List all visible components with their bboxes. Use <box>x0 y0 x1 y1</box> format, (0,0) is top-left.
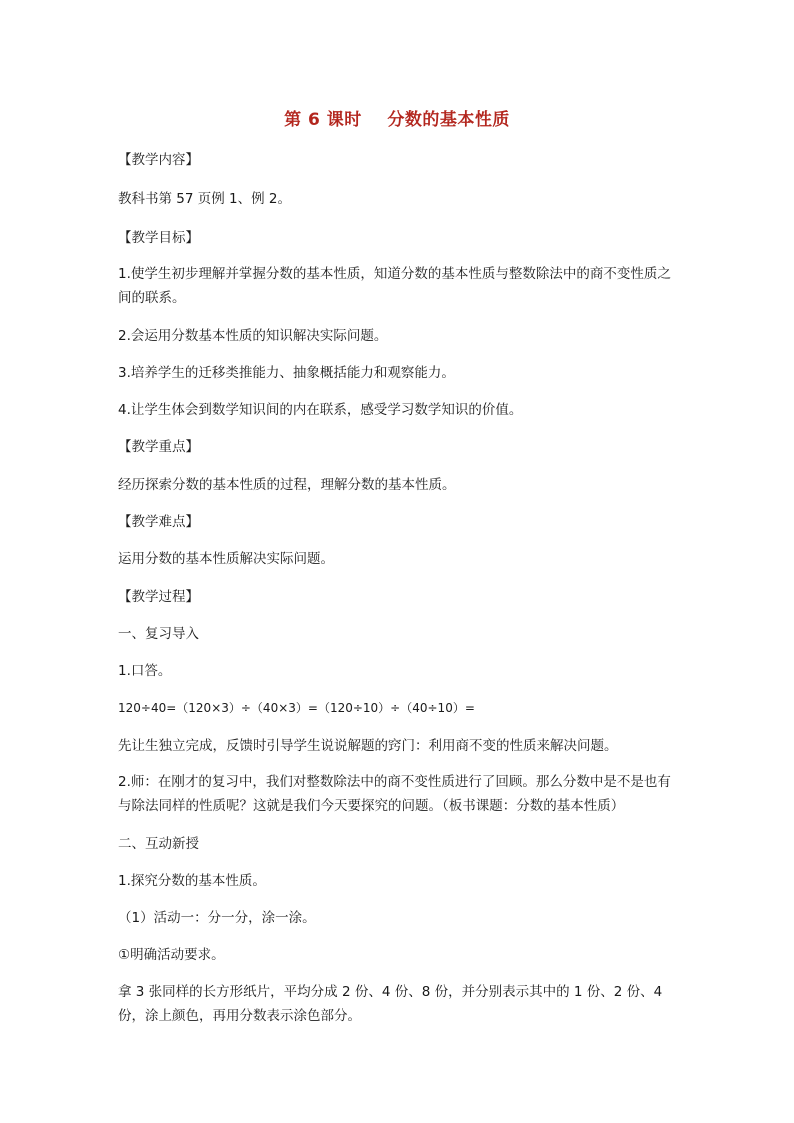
goal-2: 2.会运用分数基本性质的知识解决实际问题。 <box>118 328 388 344</box>
equation: 120÷40=（120×3）÷（40×3）=（120÷10）÷（40÷10）= <box>118 701 475 715</box>
goal-4: 4.让学生体会到数学知识间的内在联系，感受学习数学知识的价值。 <box>118 402 523 418</box>
task-text: 拿 3 张同样的长方形纸片，平均分成 2 份、4 份、8 份，并分别表示其中的 1 份、2 份、4 份，涂上颜色，再用分数表示涂色部分。 <box>118 984 663 1024</box>
goals-heading: 【教学目标】 <box>118 230 199 246</box>
section-review: 一、复习导入 <box>118 626 199 642</box>
difficult-text: 运用分数的基本性质解决实际问题。 <box>118 551 334 567</box>
goal-3: 3.培养学生的迁移类推能力、抽象概括能力和观察能力。 <box>118 365 455 381</box>
content-text: 教科书第 57 页例 1、例 2。 <box>118 191 292 207</box>
key-heading: 【教学重点】 <box>118 439 199 455</box>
oral-answer: 1.口答。 <box>118 663 172 679</box>
requirement: ①明确活动要求。 <box>118 947 225 963</box>
section-new: 二、互动新授 <box>118 836 199 852</box>
difficult-heading: 【教学难点】 <box>118 514 199 530</box>
explore-text: 1.探究分数的基本性质。 <box>118 873 266 889</box>
process-heading: 【教学过程】 <box>118 589 199 605</box>
goal-1: 1.使学生初步理解并掌握分数的基本性质，知道分数的基本性质与整数除法中的商不变性质之间的联系。 <box>118 266 671 306</box>
content-heading: 【教学内容】 <box>118 152 199 168</box>
guide-text: 先让生独立完成，反馈时引导学生说说解题的窍门：利用商不变的性质来解决问题。 <box>118 738 618 754</box>
activity-one: （1）活动一：分一分，涂一涂。 <box>118 910 316 926</box>
key-text: 经历探索分数的基本性质的过程，理解分数的基本性质。 <box>118 477 456 493</box>
teacher-text: 2.师：在刚才的复习中，我们对整数除法中的商不变性质进行了回顾。那么分数中是不是也有与除法同样的性质呢？这就是我们今天要探究的问题。（板书课题：分数的基本性质） <box>118 774 671 814</box>
lesson-title: 第 6 课时 分数的基本性质 <box>284 110 510 130</box>
